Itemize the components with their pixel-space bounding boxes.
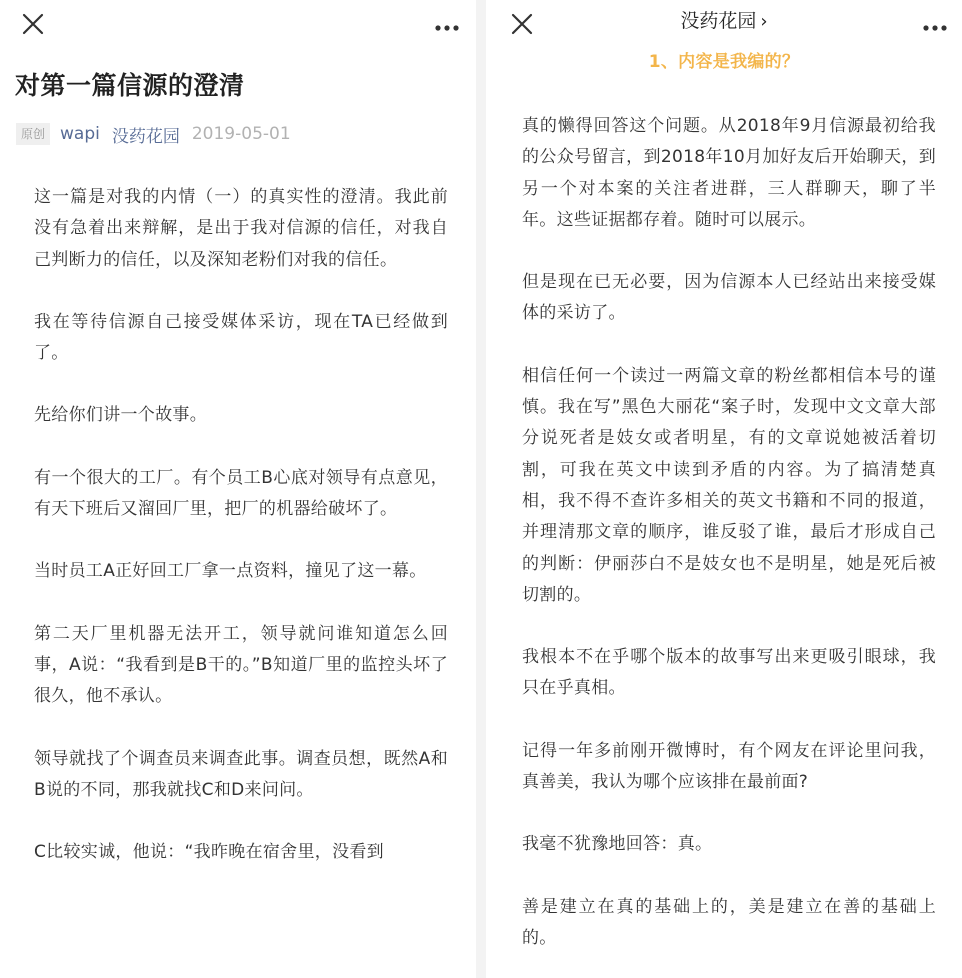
publish-date: 2019-05-01	[191, 124, 291, 144]
paragraph: 第二天厂里机器无法开工，领导就问谁知道怎么回事，A说：“我看到是B干的。”B知道厂里的监控头坏了很久，他不承认。	[34, 623, 448, 707]
original-badge: 原创	[16, 123, 50, 145]
article-body	[522, 111, 936, 978]
author-name: wapi	[60, 124, 100, 144]
article-pane-left	[0, 0, 476, 978]
account-title-link[interactable]	[486, 7, 962, 36]
article-pane-right	[486, 0, 962, 978]
paragraph: 当时员工A正好回工厂拿一点资料，撞见了这一幕。	[34, 561, 427, 582]
paragraph: 真的懒得回答这个问题。从2018年9月信源最初给我的公众号留言，到2018年10月加好友后开始聊天，到另一个对本案的关注者进群，三人群聊天，聊了半年。这些证据都存着。随时可以展示。	[522, 116, 936, 230]
paragraph: 相信任何一个读过一两篇文章的粉丝都相信本号的谨慎。我在写”黑色大丽花“案子时，发现中文文章大部分说死者是妓女或者明星，有的文章说她被活着切割，可我在英文中读到矛盾的内容。为了搞清楚真相，我不得不查许多相关的英文书籍和不同的报道，并理清那文章的顺序，谁反驳了谁，最后才形成自己的判断：伊丽莎白不是妓女也不是明星，她是死后被切割的。	[522, 365, 936, 605]
pane-divider	[476, 0, 486, 978]
paragraph: 善是建立在真的基础上的，美是建立在善的基础上的。	[522, 896, 936, 948]
paragraph: 我在等待信源自己接受媒体采访，现在TA已经做到了。	[34, 311, 448, 364]
paragraph: 有一个很大的工厂。有个员工B心底对领导有点意见，有天下班后又溜回厂里，把厂的机器给破坏了。	[34, 467, 448, 520]
article-meta	[16, 121, 291, 147]
paragraph: 但是现在已无必要，因为信源本人已经站出来接受媒体的采访了。	[522, 272, 936, 324]
section-heading: 1、内容是我编的？	[648, 52, 800, 72]
article-title: 对第一篇信源的澄清	[15, 71, 245, 100]
article-body	[34, 182, 448, 899]
top-nav-bar	[486, 0, 962, 46]
paragraph: C比较实诚，他说：“我昨晚在宿舍里，没看到	[34, 842, 384, 863]
chevron-right-icon: ›	[760, 11, 768, 32]
account-link[interactable]: 没药花园	[111, 126, 180, 147]
paragraph: 我根本不在乎哪个版本的故事写出来更吸引眼球，我只在乎真相。	[522, 647, 936, 699]
more-icon[interactable]	[920, 18, 950, 28]
top-nav-bar	[0, 0, 476, 46]
paragraph: 记得一年多前刚开微博时，有个网友在评论里问我，真善美，我认为哪个应该排在最前面?	[522, 740, 936, 793]
paragraph: 这一篇是对我的内情（一）的真实性的澄清。我此前没有急着出来辩解，是出于我对信源的信任，对我自己判断力的信任，以及深知老粉们对我的信任。	[34, 187, 448, 270]
paragraph: 领导就找了个调查员来调查此事。调查员想，既然A和B说的不同，那我就找C和D来问问。	[34, 748, 448, 800]
account-title: 没药花园	[680, 10, 757, 32]
paragraph: 先给你们讲一个故事。	[34, 405, 207, 426]
paragraph: 我毫不犹豫地回答：真。	[522, 834, 713, 855]
more-icon[interactable]	[432, 18, 462, 28]
close-icon[interactable]	[18, 9, 48, 39]
